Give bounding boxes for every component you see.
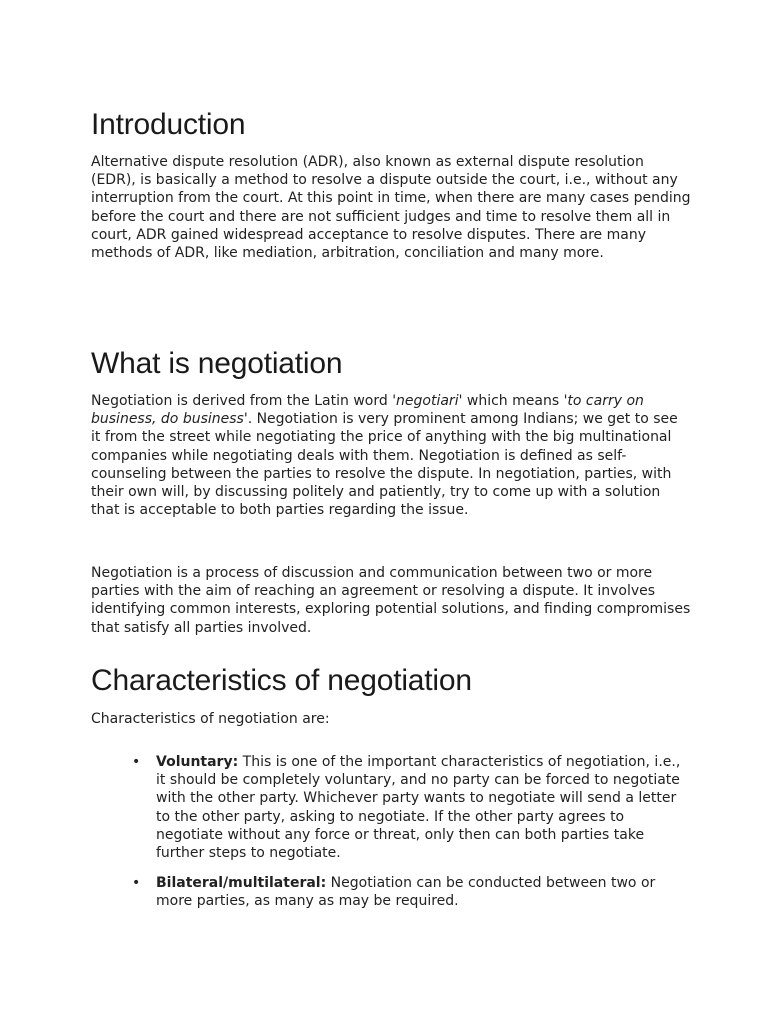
list-item xyxy=(91,874,691,910)
text-run: . Negotiation is very prominent among Indians; we get to see it from the street while negotiating the price of anything with the big multinational companies while negotiating deals with them. Negotiation is defined as self-counseling between the parties to resolve the dispute. In negotiation, parties, with their own will, by discussing politely and patiently, try to come up with a solution that is acceptable to both parties regarding the issue. xyxy=(91,411,678,519)
list-item xyxy=(91,753,691,862)
latin-meaning: 'to carry on business, do business' xyxy=(91,393,644,428)
section-heading-characteristics: Characteristics of negotiation xyxy=(91,664,472,697)
characteristics-list xyxy=(91,753,691,923)
bullet-icon: • xyxy=(132,754,141,770)
section-heading-introduction: Introduction xyxy=(91,108,246,141)
latin-term: 'negotiari' xyxy=(392,393,463,409)
list-item-term: Voluntary: xyxy=(156,754,239,770)
bullet-icon: • xyxy=(132,875,141,892)
characteristics-intro: Characteristics of negotiation are: xyxy=(91,711,330,727)
list-item-text: Negotiation can be conducted between two or more parties, as many as may be required. xyxy=(156,875,656,910)
negotiation-process-paragraph: Negotiation is a process of discussion and communication between two or more parties with the aim of reaching an agreement or resolving a dispute. It involves identifying common interests, exploring potential solutions, and finding compromises that satisfy all parties involved. xyxy=(91,565,691,636)
negotiation-definition-paragraph xyxy=(91,392,691,519)
list-item-term: Bilateral/multilateral: xyxy=(156,875,327,892)
text-run: Negotiation is derived from the Latin word xyxy=(91,393,393,409)
section-heading-what-is-negotiation: What is negotiation xyxy=(91,347,343,380)
text-run: which means xyxy=(462,393,564,409)
introduction-paragraph: Alternative dispute resolution (ADR), also known as external dispute resolution (EDR), is basically a method to resolve a dispute outside the court, i.e., without any interruption from the court. At this point in time, when there are many cases pending before the court and there are not sufficient judges and time to resolve them all in court, ADR gained widespread acceptance to resolve disputes. There are many methods of ADR, like mediation, arbitration, conciliation and many more. xyxy=(91,154,691,262)
list-item-text: This is one of the important characteristics of negotiation, i.e., it should be completely voluntary, and no party can be forced to negotiate with the other party. Whichever party wants to negotiate will send a letter to the other party, asking to negotiate. If the other party agrees to negotiate without any force or threat, only then can both parties take further steps to negotiate. xyxy=(156,754,681,862)
